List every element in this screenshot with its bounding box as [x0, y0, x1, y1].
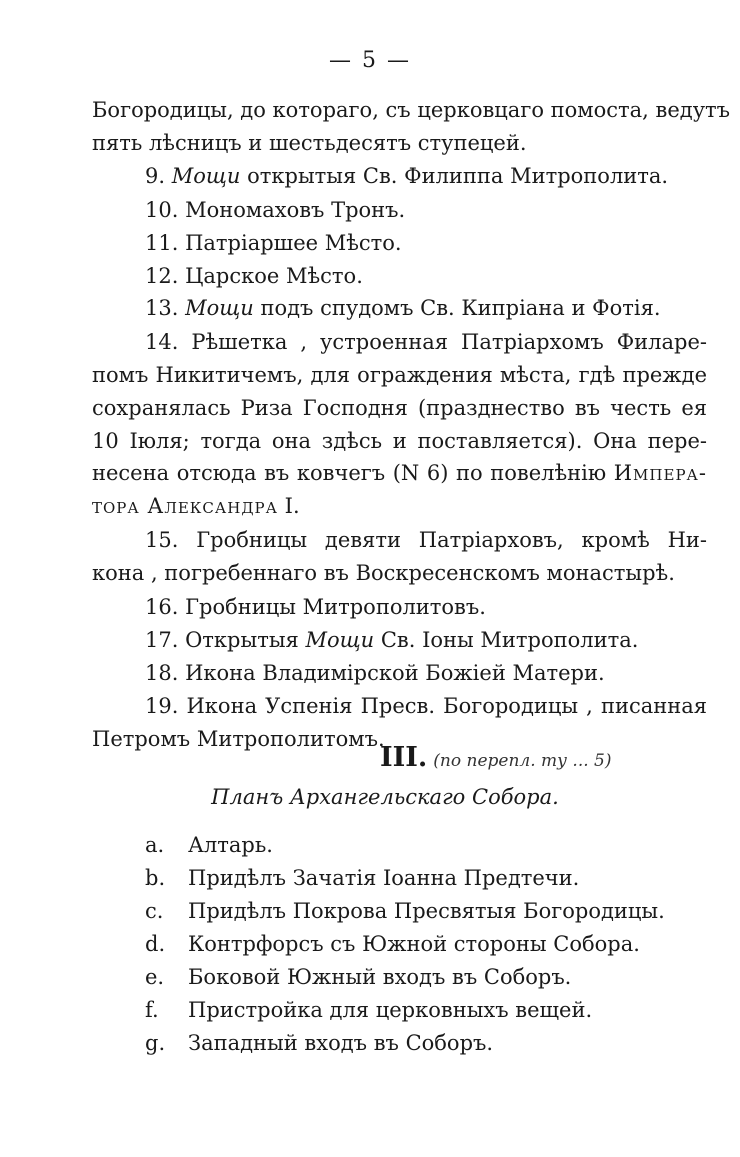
item-text: Открытыя [185, 628, 306, 652]
plan-item-letter: g. [145, 1031, 166, 1055]
item-15-line-2: кона , погребеннаго въ Воскресенскомъ монастырѣ. [92, 561, 675, 585]
item-14-line-4: 10 Іюля; тогда она здѣсь и поставляется). Она пере- [92, 429, 707, 453]
item-text: несена отсюда въ ковчегъ (N 6) по повелѣнію [92, 461, 614, 485]
list-item-16 [145, 597, 486, 618]
list-item-12 [145, 266, 363, 287]
plan-item-text: Придѣлъ Покрова Пресвятыя Богородицы. [188, 899, 665, 923]
plan-item-letter: c. [145, 899, 164, 923]
item-number: 9. [145, 164, 166, 188]
item-text: Мономаховъ Тронъ. [185, 198, 406, 222]
item-number: 13. [145, 296, 179, 320]
item-number: 17. [145, 628, 179, 652]
intro-line-1: Богородицы, до котораго, съ церковцаго помоста, ведутъ [92, 98, 731, 122]
list-item-9 [145, 166, 668, 187]
item-14-line-5 [92, 463, 707, 484]
handwritten-note: (по перепл. ту ... 5) [433, 751, 612, 771]
plan-item-text: Западный входъ въ Соборъ. [188, 1031, 494, 1055]
item-text: подъ спудомъ Св. Кипріана и Фотія. [253, 296, 661, 320]
item-15-line-1: 15. Гробницы девяти Патріарховъ, кромѣ Ни- [145, 528, 707, 552]
plan-item-text: Контрфорсъ съ Южной стороны Собора. [188, 932, 640, 956]
item-text: Патріаршее Мѣсто. [185, 231, 402, 255]
item-text: Икона Владимірской Божіей Матери. [185, 661, 605, 685]
item-number: 10. [145, 198, 179, 222]
plan-item-text: Боковой Южный входъ въ Соборъ. [188, 965, 572, 989]
item-italic-text: Мощи [171, 164, 241, 188]
list-item-17 [145, 630, 638, 651]
item-14-line-2: помъ Никитичемъ, для ограждения мѣста, гдѣ прежде [92, 363, 707, 387]
item-text: Гробницы Митрополитовъ. [185, 595, 486, 619]
item-14-line-6 [92, 496, 300, 517]
item-number: 12. [145, 264, 179, 288]
item-14-line-3: сохранялась Риза Господня (празднество въ честь ея [92, 396, 707, 420]
plan-item-letter: b. [145, 866, 166, 890]
item-14-line-1: 14. Рѣшетка , устроенная Патріархомъ Филаре- [145, 330, 707, 354]
list-item-10 [145, 200, 405, 221]
item-number: 16. [145, 595, 179, 619]
item-text: I. [277, 494, 300, 518]
plan-title: Планъ Архангельскаго Собора. [211, 785, 559, 809]
plan-item-letter: f. [145, 998, 159, 1022]
plan-item-letter: a. [145, 833, 165, 857]
list-item-18 [145, 663, 605, 684]
section-roman-numeral: III. [380, 742, 428, 773]
item-text: Царское Мѣсто. [185, 264, 363, 288]
plan-item-letter: e. [145, 965, 165, 989]
section-heading [380, 742, 612, 773]
intro-line-2: пять лѣсницъ и шестьдесятъ ступецей. [92, 131, 527, 155]
plan-item-text: Пристройка для церковныхъ вещей. [188, 998, 593, 1022]
item-number: 11. [145, 231, 179, 255]
plan-item-text: Алтарь. [188, 833, 273, 857]
item-text: открытыя Св. Филиппа Митрополита. [240, 164, 669, 188]
item-smallcaps: Импера- [613, 461, 707, 485]
item-19-line-2: Петромъ Митрополитомъ. [92, 727, 385, 751]
plan-item-text: Придѣлъ Зачатія Іоанна Предтечи. [188, 866, 580, 890]
list-item-11 [145, 233, 402, 254]
item-19-line-1: 19. Икона Успенія Пресв. Богородицы , писанная [145, 694, 707, 718]
item-italic-text: Мощи [305, 628, 375, 652]
item-smallcaps: тора Александра [92, 494, 278, 518]
page-number: — 5 — [329, 48, 411, 73]
list-item-13 [145, 298, 661, 319]
item-italic-text: Мощи [185, 296, 254, 320]
plan-item-letter: d. [145, 932, 166, 956]
item-text: Св. Іоны Митрополита. [374, 628, 639, 652]
item-number: 18. [145, 661, 179, 685]
